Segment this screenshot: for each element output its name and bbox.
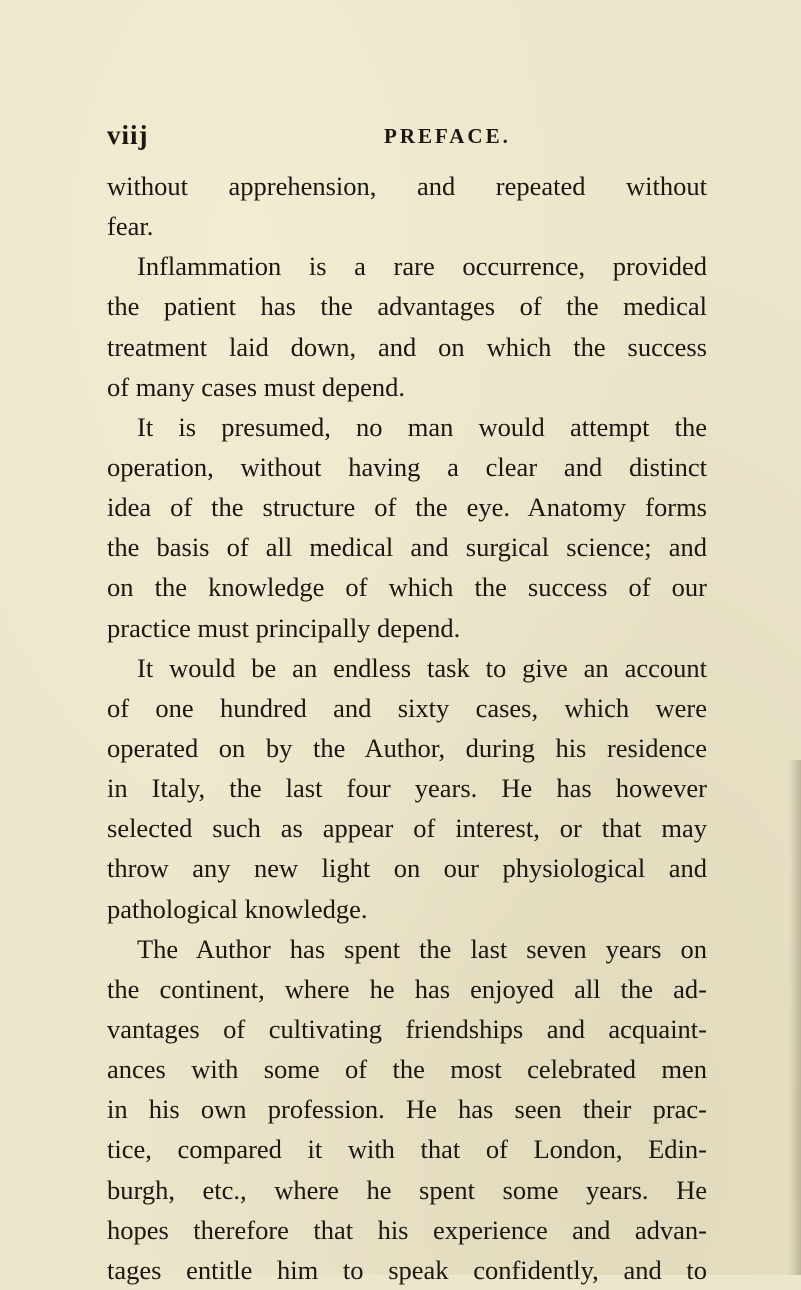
text-line: operation, without having a clear and distinct	[107, 451, 707, 482]
text-line: Inflammation is a rare occurrence, provided	[137, 251, 707, 282]
text-line: in Italy, the last four years. He has however	[107, 773, 707, 804]
text-line: the continent, where he has enjoyed all the ad-	[107, 973, 707, 1004]
text-line: tages entitle him to speak confidently, and to	[107, 1254, 707, 1285]
text-line: ances with some of the most celebrated men	[107, 1054, 707, 1085]
text-line: pathological knowledge.	[107, 893, 368, 924]
text-line: selected such as appear of interest, or that may	[107, 813, 707, 844]
text-line: throw any new light on our physiological and	[107, 853, 707, 884]
page-header	[107, 120, 707, 160]
body-text	[107, 166, 707, 1290]
text-line: It would be an endless task to give an account	[137, 652, 707, 683]
text-line: idea of the structure of the eye. Anatomy forms	[107, 492, 707, 523]
text-line: of many cases must depend.	[107, 371, 406, 402]
page-number: viij	[107, 120, 149, 150]
running-head: PREFACE.	[384, 124, 511, 148]
text-line: of one hundred and sixty cases, which were	[107, 692, 707, 723]
text-line: tice, compared it with that of London, Edin-	[107, 1134, 707, 1165]
text-line: vantages of cultivating friendships and acquaint-	[107, 1013, 707, 1044]
text-line: in his own profession. He has seen their prac-	[107, 1094, 707, 1125]
text-line: the basis of all medical and surgical science; and	[107, 532, 707, 563]
text-line: The Author has spent the last seven years on	[137, 933, 707, 964]
page-edge-shadow	[789, 760, 801, 1275]
text-line: on the knowledge of which the success of our	[107, 572, 707, 603]
text-line: treatment laid down, and on which the success	[107, 331, 707, 362]
text-line: operated on by the Author, during his residence	[107, 732, 707, 763]
text-line: burgh, etc., where he spent some years. He	[107, 1174, 707, 1205]
text-line: It is presumed, no man would attempt the	[137, 411, 707, 442]
text-line: fear.	[107, 211, 154, 242]
text-line: practice must principally depend.	[107, 612, 461, 643]
text-line: the patient has the advantages of the medical	[107, 291, 707, 322]
text-line: without apprehension, and repeated without	[107, 171, 707, 201]
text-line: hopes therefore that his experience and advan-	[107, 1214, 707, 1245]
